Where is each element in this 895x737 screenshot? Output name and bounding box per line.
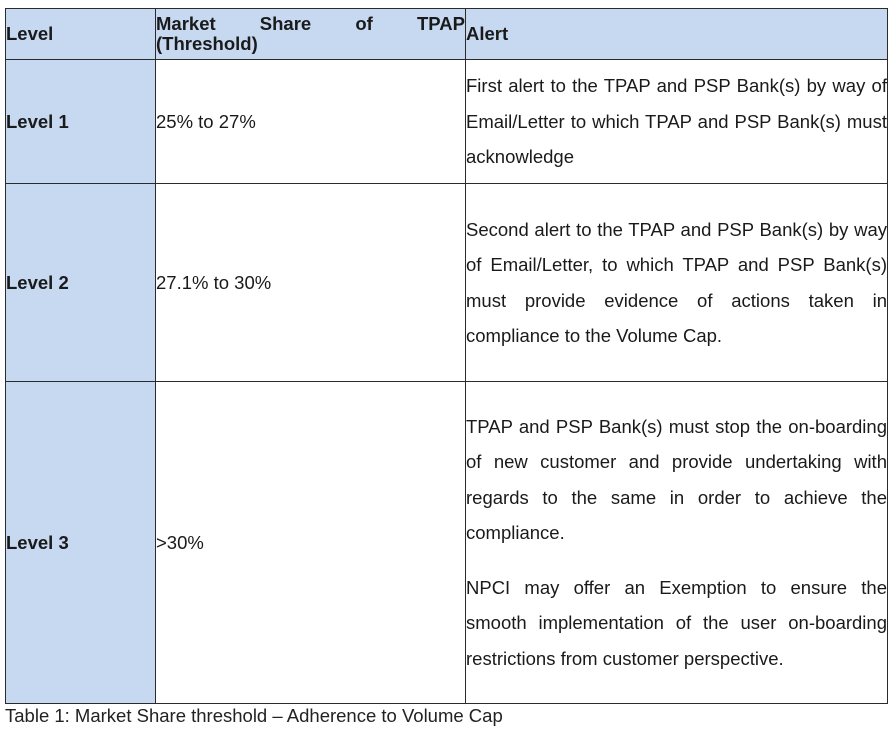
table-row bbox=[6, 382, 888, 704]
threshold-cell: 25% to 27% bbox=[156, 60, 466, 184]
level-cell: Level 1 bbox=[6, 60, 156, 184]
alert-paragraph: TPAP and PSP Bank(s) must stop the on-boarding of new customer and provide undertaking with regards to the same in order to achieve the compliance. bbox=[466, 415, 887, 544]
alert-cell bbox=[466, 184, 888, 382]
header-word: TPAP bbox=[417, 13, 465, 34]
header-alert: Alert bbox=[466, 9, 888, 60]
header-market-share bbox=[156, 9, 466, 60]
header-word: Share bbox=[259, 13, 312, 34]
table-row bbox=[6, 184, 888, 382]
header-market-share-line2: (Threshold) bbox=[156, 33, 258, 54]
alert-paragraph: First alert to the TPAP and PSP Bank(s) by way of Email/Letter to which TPAP and PSP Bank(s) must acknowledge bbox=[466, 75, 887, 168]
threshold-cell: 27.1% to 30% bbox=[156, 184, 466, 382]
level-cell: Level 2 bbox=[6, 184, 156, 382]
alert-cell bbox=[466, 382, 888, 704]
threshold-cell: >30% bbox=[156, 382, 466, 704]
volume-cap-table bbox=[5, 8, 888, 704]
level-cell: Level 3 bbox=[6, 382, 156, 704]
document-body bbox=[5, 8, 887, 727]
table-header-row bbox=[6, 9, 888, 60]
header-word: of bbox=[355, 13, 373, 34]
header-level: Level bbox=[6, 9, 156, 60]
alert-cell bbox=[466, 60, 888, 184]
alert-paragraph: Second alert to the TPAP and PSP Bank(s) by way of Email/Letter, to which TPAP and PSP Bank(s) must provide evidence of actions taken in compliance to the Volume Cap. bbox=[466, 218, 887, 346]
alert-paragraph: NPCI may offer an Exemption to ensure the smooth implementation of the user on-boarding restrictions from customer perspective. bbox=[466, 576, 887, 669]
header-market-share-line1 bbox=[156, 14, 465, 34]
table-caption: Table 1: Market Share threshold – Adherence to Volume Cap bbox=[5, 705, 503, 726]
header-word: Market bbox=[156, 13, 216, 34]
table-row bbox=[6, 60, 888, 184]
